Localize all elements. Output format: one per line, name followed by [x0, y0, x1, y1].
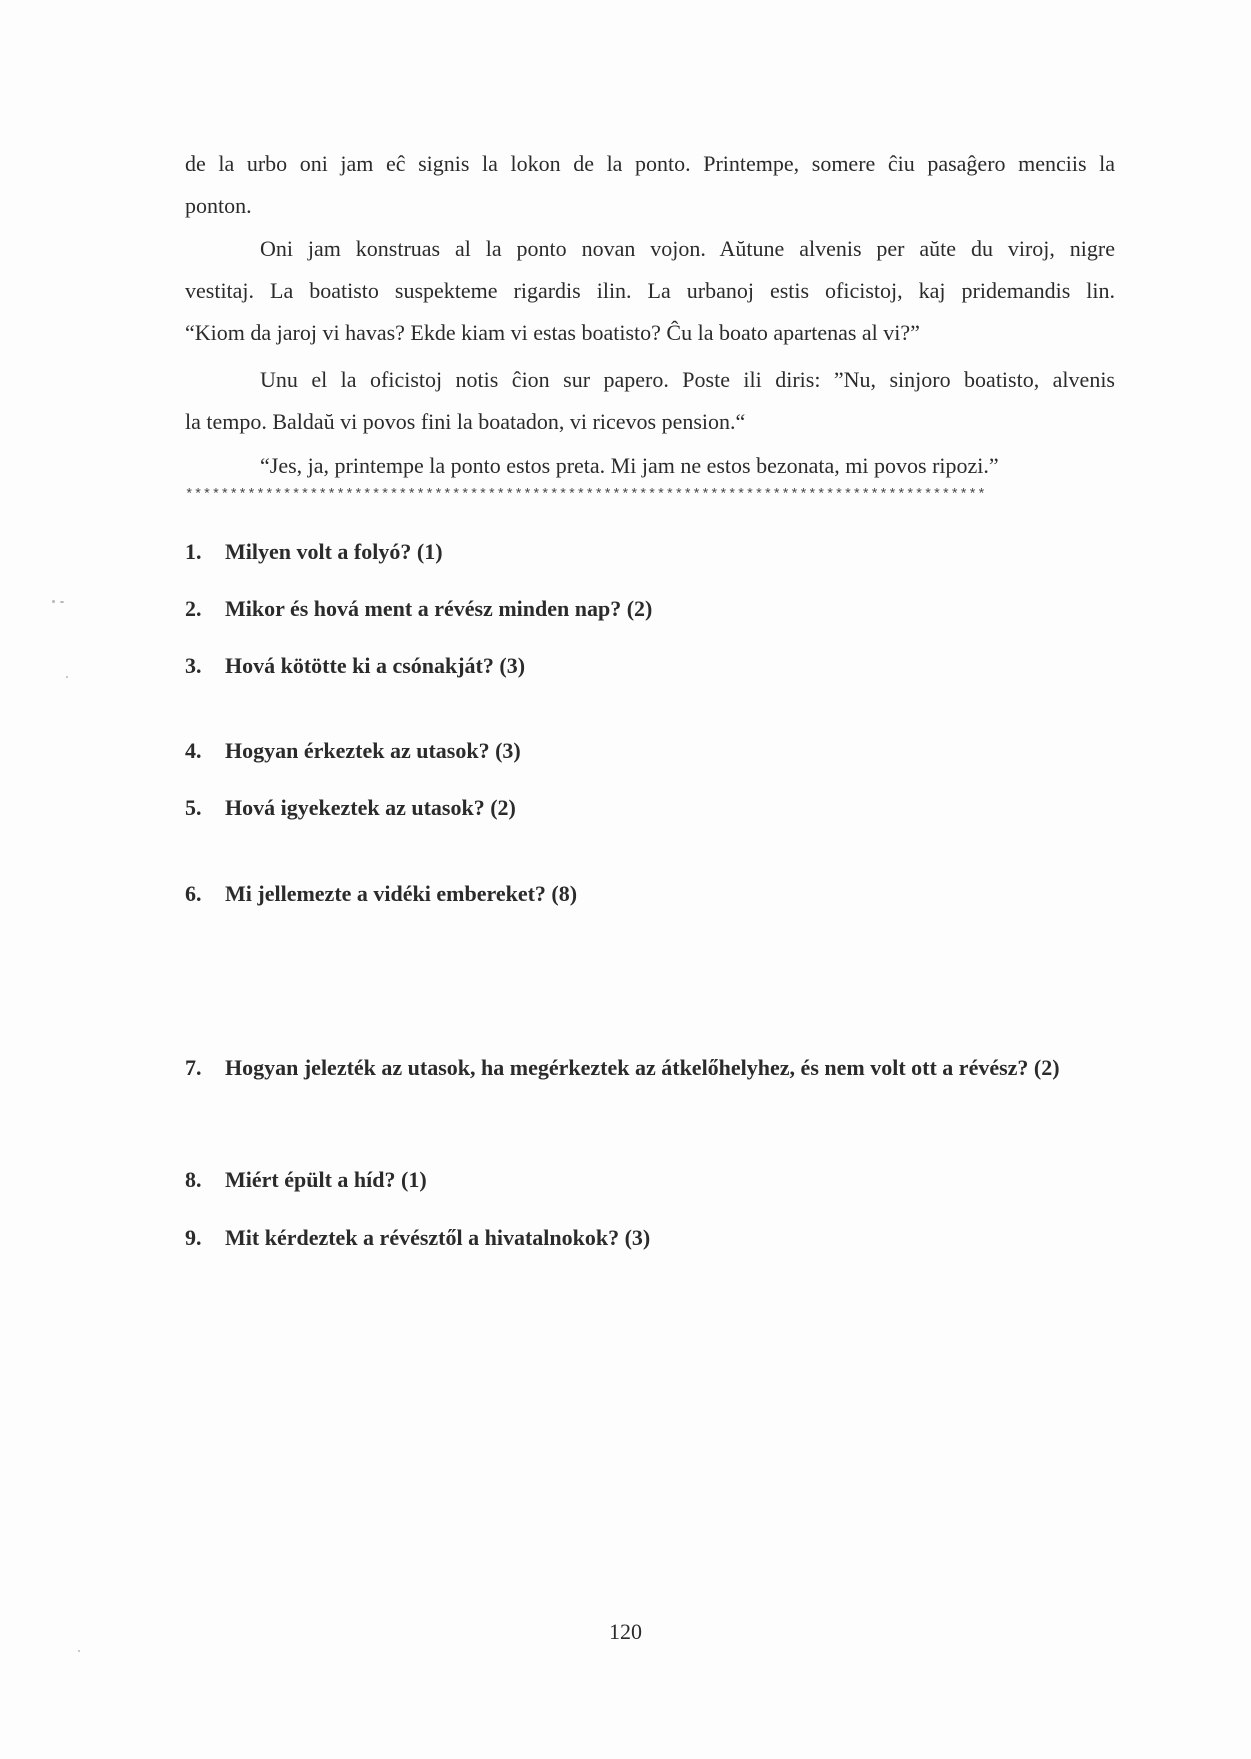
question-text: Hogyan érkeztek az utasok? (3) [225, 738, 521, 763]
question-number: 3. [185, 653, 202, 678]
question-text: Hová kötötte ki a csónakját? (3) [225, 653, 526, 678]
question-3 [185, 652, 1115, 680]
asterisk-separator: ****************************************************************************************** [185, 487, 987, 503]
question-number: 2. [185, 596, 202, 621]
scan-speck [66, 676, 68, 678]
question-number: 8. [185, 1167, 202, 1192]
question-number: 5. [185, 795, 202, 820]
scan-speck [78, 1650, 80, 1652]
question-8 [185, 1166, 1115, 1194]
paragraph-line-1: de la urbo oni jam eĉ signis la lokon de la ponto. Printempe, somere ĉiu pasaĝero menciis la [185, 151, 1115, 176]
question-text: Mit kérdeztek a révésztől a hivatalnokok? (3) [225, 1225, 651, 1250]
question-number: 9. [185, 1225, 202, 1250]
paragraph-line-2: ponton. [185, 193, 252, 218]
question-2 [185, 595, 1115, 623]
paragraph-line-4: vestitaj. La boatisto suspekteme rigardis ilin. La urbanoj estis oficistoj, kaj pridemandis lin. [185, 278, 1115, 303]
paragraph-line-3: Oni jam konstruas al la ponto novan vojon. Aŭtune alvenis per aŭte du viroj, nigre [260, 236, 1115, 261]
scan-speck [52, 600, 55, 603]
question-number: 7. [185, 1055, 202, 1080]
question-4 [185, 737, 1115, 765]
question-text: Mikor és hová ment a révész minden nap? (2) [225, 596, 653, 621]
question-number: 6. [185, 881, 202, 906]
page-number: 120 [609, 1619, 642, 1644]
paragraph-line-8: “Jes, ja, printempe la ponto estos preta. Mi jam ne estos bezonata, mi povos ripozi.” [260, 453, 999, 478]
paragraph-line-6: Unu el la oficistoj notis ĉion sur papero. Poste ili diris: ”Nu, sinjoro boatisto, alvenis [260, 367, 1115, 392]
question-number: 1. [185, 539, 202, 564]
question-text: Mi jellemezte a vidéki embereket? (8) [225, 881, 578, 906]
question-text: Miért épült a híd? (1) [225, 1167, 427, 1192]
question-text: Hová igyekeztek az utasok? (2) [225, 795, 516, 820]
paragraph-line-7: la tempo. Baldaŭ vi povos fini la boatadon, vi ricevos pension.“ [185, 409, 746, 434]
question-7 [185, 1053, 1115, 1082]
scan-speck [60, 601, 64, 603]
question-text: Milyen volt a folyó? (1) [225, 539, 443, 564]
question-9 [185, 1224, 1115, 1252]
question-5 [185, 794, 1115, 822]
question-number: 4. [185, 738, 202, 763]
paragraph-line-5: “Kiom da jaroj vi havas? Ekde kiam vi estas boatisto? Ĉu la boato apartenas al vi?” [185, 320, 920, 345]
question-6 [185, 880, 1115, 908]
question-text: Hogyan jelezték az utasok, ha megérkeztek az átkelőhelyhez, és nem volt ott a révész? (2) [225, 1055, 1060, 1080]
question-1 [185, 538, 1115, 566]
